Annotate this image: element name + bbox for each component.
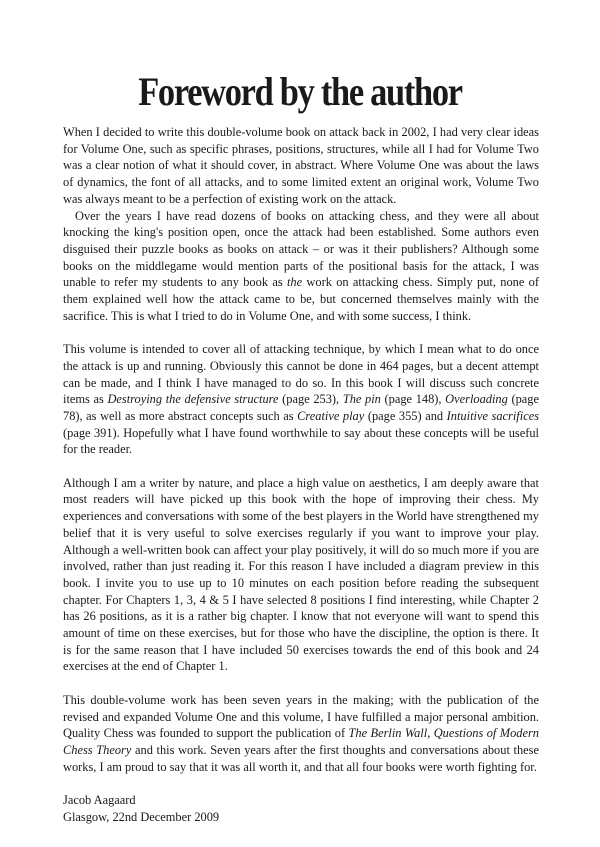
paragraph-3-text-c: (page 148),: [380, 392, 446, 407]
paragraph-5: [63, 692, 539, 776]
paragraph-3-text-f: (page 391). Hopefully what I have found worthwhile to say about these concepts will be useful for the reader.: [63, 425, 539, 457]
paragraph-2: [63, 208, 539, 325]
author-name: Jacob Aagaard: [63, 793, 136, 808]
paragraph-2-text-b: work on attacking chess. Simply put, none of them explained well how the attack came to be, but concerned themselves mainly with the sacrifice. This is what I tried to do in Volume One, and with some success, I think.: [63, 275, 539, 323]
paragraph-2-text-a: Over the years I have read dozens of books on attacking chess, and they were all about knocking the king's position open, once the attack had been established. Some authors even disguised their puzzle books as books on attack – or was it their publishers? Although some books on the middlegame would mention parts of the positional basis for the attack, I was unable to refer my students to any book as: [63, 208, 539, 290]
paragraph-3-text-e: (page 355) and: [364, 408, 447, 423]
paragraph-2-emphasis: the: [286, 275, 303, 290]
chapter-ref-intuitive-sacrifices: Intuitive sacrifices: [446, 408, 540, 423]
page-title: Foreword by the author: [138, 69, 462, 114]
paragraph-3-text-b: (page 253),: [278, 392, 343, 407]
chapter-ref-destroying-defensive-structure: Destroying the defensive structure: [107, 392, 279, 407]
place-date: Glasgow, 22nd December 2009: [63, 809, 220, 824]
chapter-ref-overloading: Overloading: [445, 392, 508, 407]
chapter-ref-the-pin: The pin: [342, 392, 381, 407]
foreword-body: [63, 124, 539, 825]
paragraph-3: [63, 341, 539, 458]
paragraph-5-text-b: ,: [427, 726, 434, 741]
paragraph-3-text-a: This volume is intended to cover all of attacking technique, by which I mean what to do once the attack is up and running. Obviously this cannot be done in 464 pages, but a decent attempt can be made, and I think I have managed to do so. In this book I will discuss such concrete items as: [63, 342, 539, 407]
paragraph-1: When I decided to write this double-volume book on attack back in 2002, I had very clear ideas for Volume One, such as specific phrases, positions, structures, while all I had for Volume Two was a clear notion of what it should cover, in abstract. Where Volume One was about the laws of dynamics, the font of all attacks, and to some limited extent an original work, Volume Two was always meant to be a perfection of existing work on the attack.: [63, 125, 539, 206]
book-title-questions-modern-chess-theory: Questions of Modern Chess Theory: [63, 726, 540, 757]
paragraph-3-text-d: (page 78), as well as more abstract concepts such as: [63, 392, 539, 423]
paragraph-5-text-a: This double-volume work has been seven years in the making; with the publication of the revised and expanded Volume One and this volume, I have fulfilled a major personal ambition. Quality Chess was founded to support the publication of: [63, 692, 539, 741]
paragraph-5-text-c: and this work. Seven years after the first thoughts and conversations about these works, I am proud to say that it was all worth it, and that all four books were worth fighting for.: [63, 742, 539, 774]
book-title-berlin-wall: The Berlin Wall: [348, 726, 428, 741]
signature-block: [63, 792, 539, 825]
paragraph-4: Although I am a writer by nature, and place a high value on aesthetics, I am deeply aware that most readers will have picked up this book with the hope of improving their chess. My experiences and conversations with some of the best players in the World have strengthened my belief that it is very useful to solve exercises regularly if you want to improve your play. Although a well-written book can affect your play positively, it will do so much more if you are involved, rather than just reading it. For this reason I have included a diagram preview in this book. I invite you to use up to 10 minutes on each position before reading the subsequent chapter. For Chapters 1, 3, 4 & 5 I have selected 8 positions I find interesting, while Chapter 2 has 26 positions, as it is a rather big chapter. I know that not everyone will want to spend this amount of time on these exercises, but for those who have the discipline, the option is there. It is for the same reason that I have included 50 exercises towards the end of this book and 24 exercises at the end of Chapter 1.: [63, 475, 539, 674]
chapter-ref-creative-play: Creative play: [297, 408, 365, 423]
